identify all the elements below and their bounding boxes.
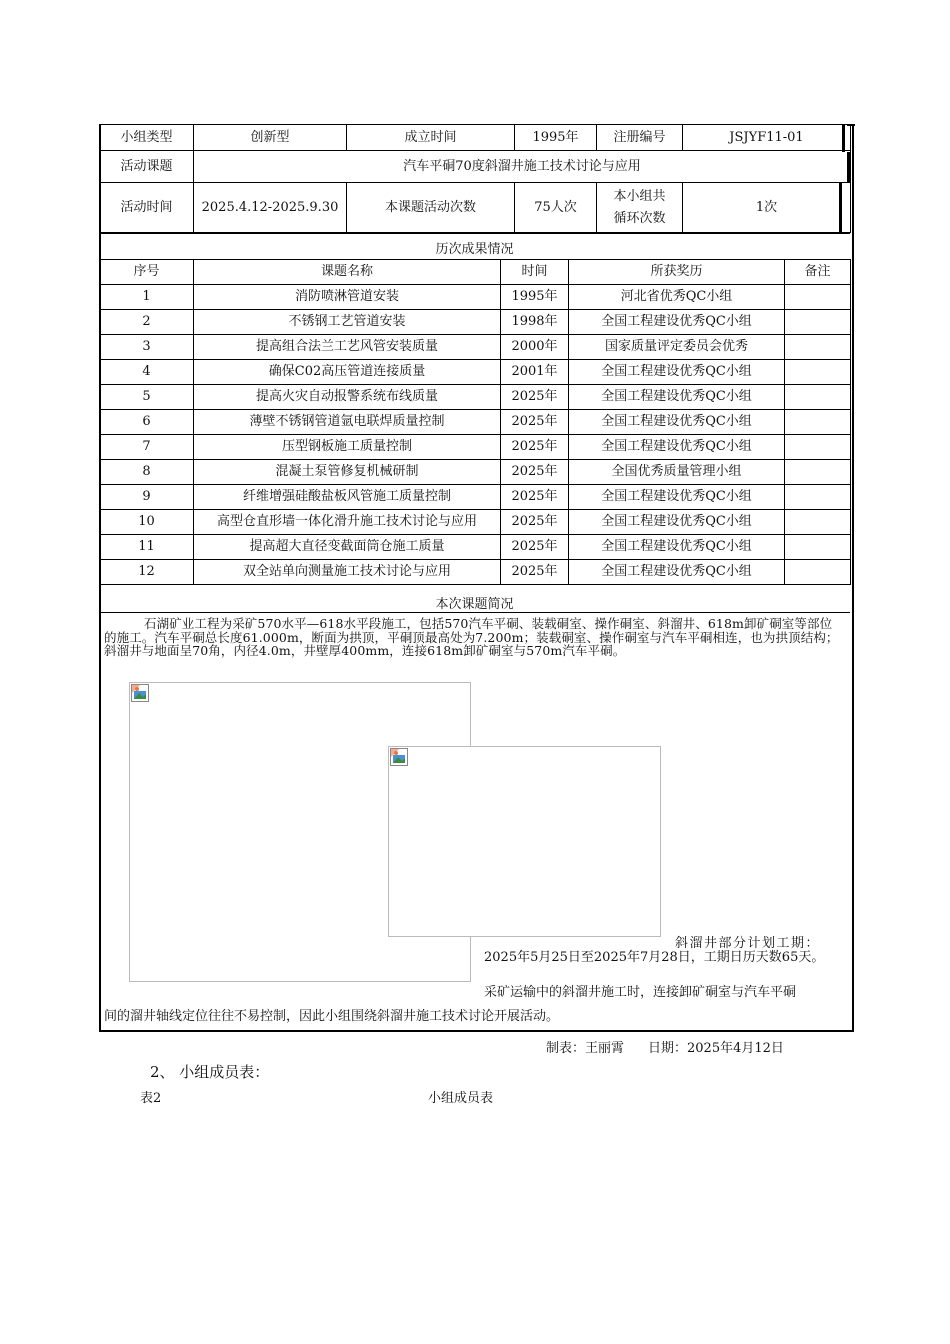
table-cell: 纤维增强硅酸盐板风管施工质量控制 — [194, 485, 501, 510]
table-cell — [785, 510, 851, 535]
group-type-label: 小组类型 — [100, 125, 194, 151]
table-cell: 全国工程建设优秀QC小组 — [569, 560, 785, 585]
table-cell — [785, 385, 851, 410]
table-cell: 4 — [100, 360, 194, 385]
table-cell — [785, 410, 851, 435]
table-cell: 8 — [100, 460, 194, 485]
table-cell: 全国工程建设优秀QC小组 — [569, 310, 785, 335]
count-label: 本课题活动次数 — [347, 183, 515, 233]
table-cell: 12 — [100, 560, 194, 585]
thick-edge-mark — [839, 183, 842, 233]
table-cell: 6 — [100, 410, 194, 435]
founded-label: 成立时间 — [347, 125, 515, 151]
cycle-label-line1: 本小组共 — [613, 188, 666, 204]
table-cell: 高型仓直形墙一体化滑升施工技术讨论与应用 — [194, 510, 501, 535]
table-cell: 提高火灾自动报警系统布线质量 — [194, 385, 501, 410]
table-cell: 2000年 — [501, 335, 569, 360]
table-cell: 9 — [100, 485, 194, 510]
table-row — [100, 335, 851, 360]
table-cell: 2001年 — [501, 360, 569, 385]
cycle-value: 1次 — [683, 183, 851, 233]
table-cell: 压型钢板施工质量控制 — [194, 435, 501, 460]
table-cell: 1998年 — [501, 310, 569, 335]
divider — [99, 233, 850, 234]
table-cell: 全国工程建设优秀QC小组 — [569, 360, 785, 385]
table-cell: 2025年 — [501, 410, 569, 435]
table-row — [100, 510, 851, 535]
table-row — [100, 360, 851, 385]
table-row — [100, 285, 851, 310]
table-cell: 2025年 — [501, 485, 569, 510]
broken-image-icon — [131, 684, 149, 702]
divider — [99, 612, 850, 613]
table-cell — [785, 460, 851, 485]
header-cell: 备注 — [785, 260, 851, 285]
table-row — [100, 460, 851, 485]
reg-value: JSJYF11-01 — [683, 125, 851, 151]
table-row — [100, 385, 851, 410]
table-cell: 全国工程建设优秀QC小组 — [569, 435, 785, 460]
table-cell: 不锈钢工艺管道安装 — [194, 310, 501, 335]
section-heading: 2、 小组成员表： — [150, 1063, 270, 1081]
topic-value: 汽车平硐70度斜溜井施工技术讨论与应用 — [194, 151, 851, 183]
plan-label: 斜溜井部分计划工期： — [675, 936, 821, 951]
header-cell: 所获奖历 — [569, 260, 785, 285]
table-cell: 全国工程建设优秀QC小组 — [569, 535, 785, 560]
table-cell: 2025年 — [501, 385, 569, 410]
table-cell: 提高超大直径变截面筒仓施工质量 — [194, 535, 501, 560]
table-cell: 薄壁不锈钢管道氩电联焊质量控制 — [194, 410, 501, 435]
table-cell: 全国工程建设优秀QC小组 — [569, 485, 785, 510]
table-cell: 全国工程建设优秀QC小组 — [569, 385, 785, 410]
time-label: 活动时间 — [100, 183, 194, 233]
table-cell — [785, 285, 851, 310]
reason-line-2: 间的溜井轴线定位往往不易控制，因此小组围绕斜溜井施工技术讨论开展活动。 — [104, 1009, 560, 1024]
table-cell: 全国优秀质量管理小组 — [569, 460, 785, 485]
table-cell — [785, 560, 851, 585]
table-cell — [785, 310, 851, 335]
cycle-label-line2: 循环次数 — [613, 210, 666, 226]
table-cell: 2025年 — [501, 510, 569, 535]
table-cell: 10 — [100, 510, 194, 535]
table-cell: 11 — [100, 535, 194, 560]
table-cell: 河北省优秀QC小组 — [569, 285, 785, 310]
history-header-row — [100, 260, 851, 285]
table-row — [100, 560, 851, 585]
cycle-label — [597, 183, 683, 233]
table-cell — [785, 360, 851, 385]
date: 日期：2025年4月12日 — [648, 1041, 784, 1056]
table-cell: 确保C02高压管道连接质量 — [194, 360, 501, 385]
founded-value: 1995年 — [515, 125, 597, 151]
image-placeholder — [388, 746, 661, 937]
info-table — [99, 124, 851, 233]
history-title: 历次成果情况 — [435, 242, 514, 257]
table-cell: 全国工程建设优秀QC小组 — [569, 410, 785, 435]
topic-label: 活动课题 — [100, 151, 194, 183]
thick-edge-mark — [847, 124, 855, 126]
header-cell: 序号 — [100, 260, 194, 285]
table-cell — [785, 535, 851, 560]
plan-dates: 2025年5月25日至2025年7月28日，工期日历天数65天。 — [484, 950, 825, 965]
table-row — [100, 535, 851, 560]
table-cell: 双全站单向测量施工技术讨论与应用 — [194, 560, 501, 585]
table-cell: 提高组合法兰工艺风管安装质量 — [194, 335, 501, 360]
table-cell: 消防喷淋管道安装 — [194, 285, 501, 310]
summary-text: 石湖矿业工程为采矿570水平—618水平段施工，包括570汽车平硐、装载硐室、操作硐室、斜溜井、618m卸矿硐室等部位的施工。汽车平硐总长度61.000m，断面为拱顶，平硐顶最高处为7.200m；装载硐室、操作硐室与汽车平硐相连，也为拱顶结构；斜溜井与地面呈70角，内径4.0m，井壁厚400mm，连接618m卸矿硐室与570m汽车平硐。 — [104, 616, 839, 658]
maker: 制表：王丽霄 — [546, 1041, 625, 1056]
count-value: 75人次 — [515, 183, 597, 233]
table-cell: 2025年 — [501, 535, 569, 560]
table-cell: 混凝土泵管修复机械研制 — [194, 460, 501, 485]
table-cell: 3 — [100, 335, 194, 360]
table-row — [100, 435, 851, 460]
table-cell: 7 — [100, 435, 194, 460]
table-cell: 1 — [100, 285, 194, 310]
table-number: 表2 — [140, 1091, 162, 1106]
thick-edge-mark — [847, 152, 850, 183]
table-title: 小组成员表 — [428, 1091, 494, 1106]
table-cell: 1995年 — [501, 285, 569, 310]
reg-label: 注册编号 — [597, 125, 683, 151]
table-cell: 全国工程建设优秀QC小组 — [569, 510, 785, 535]
table-cell: 2025年 — [501, 435, 569, 460]
table-cell: 2025年 — [501, 560, 569, 585]
history-table — [99, 259, 851, 585]
table-cell — [785, 485, 851, 510]
reason-line-1: 采矿运输中的斜溜井施工时，连接卸矿硐室与汽车平硐 — [484, 985, 797, 1000]
header-cell: 时间 — [501, 260, 569, 285]
broken-image-icon — [390, 748, 408, 766]
thick-edge-mark — [842, 124, 845, 152]
header-cell: 课题名称 — [194, 260, 501, 285]
table-row — [100, 485, 851, 510]
time-value: 2025.4.12-2025.9.30 — [194, 183, 347, 233]
table-cell — [785, 335, 851, 360]
table-cell: 国家质量评定委员会优秀 — [569, 335, 785, 360]
summary-title: 本次课题简况 — [435, 597, 514, 612]
table-cell: 2 — [100, 310, 194, 335]
table-cell: 5 — [100, 385, 194, 410]
table-cell — [785, 435, 851, 460]
table-row — [100, 410, 851, 435]
table-cell: 2025年 — [501, 460, 569, 485]
group-type-value: 创新型 — [194, 125, 347, 151]
table-row — [100, 310, 851, 335]
